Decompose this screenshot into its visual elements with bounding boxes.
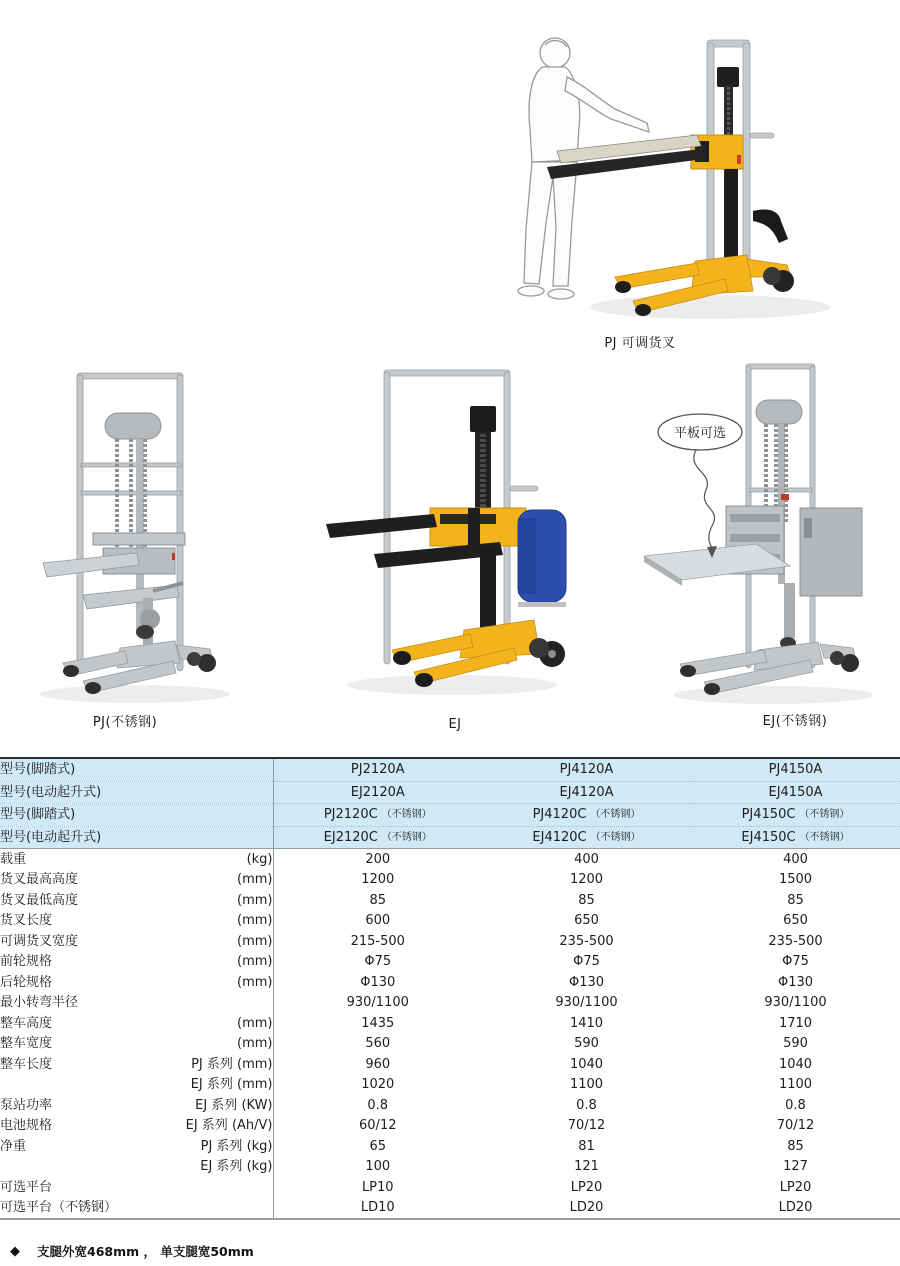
table-row-model — [0, 781, 900, 804]
red-detail — [172, 553, 175, 560]
spec-label: 整车宽度 — [0, 1036, 53, 1052]
spec-value: 0.8 — [691, 1095, 900, 1116]
footnote — [10, 1242, 254, 1260]
spec-value: 100 — [273, 1157, 482, 1178]
model-suffix: （不锈钢） — [799, 809, 850, 821]
spec-value: LD10 — [273, 1198, 482, 1220]
spec-label: 电池规格 — [0, 1118, 53, 1134]
photo-ej — [322, 358, 580, 700]
table-row — [0, 952, 900, 973]
shadow — [673, 686, 873, 704]
front-wheel — [393, 651, 411, 665]
carriage-detail — [468, 508, 480, 546]
control-box-detail — [804, 518, 812, 538]
spec-value: 650 — [482, 911, 691, 932]
spec-value: 1710 — [691, 1013, 900, 1034]
spec-value: 235-500 — [482, 931, 691, 952]
rear-caster — [529, 638, 549, 658]
spec-value: 1200 — [482, 870, 691, 891]
spec-value: 1100 — [482, 1075, 691, 1096]
stacker — [547, 40, 794, 316]
spec-value: 65 — [273, 1136, 482, 1157]
model-value: EJ4120A — [559, 784, 614, 800]
spec-label: 货叉长度 — [0, 913, 53, 929]
model-suffix: （不锈钢） — [590, 831, 641, 843]
shadow — [590, 295, 830, 319]
table-row — [0, 972, 900, 993]
photo-ej-stainless — [638, 358, 893, 708]
model-suffix: （不锈钢） — [590, 809, 641, 821]
front-wheel — [415, 673, 433, 687]
spec-unit: (mm) — [237, 872, 273, 888]
spec-value: LP20 — [691, 1177, 900, 1198]
spec-label: 后轮规格 — [0, 974, 53, 990]
spec-value: 85 — [482, 890, 691, 911]
spec-value: 81 — [482, 1136, 691, 1157]
spec-unit: EJ 系列 (Ah/V) — [185, 1118, 273, 1134]
chain-head — [717, 67, 739, 87]
spec-value: Φ75 — [482, 952, 691, 973]
spec-label: 货叉最高高度 — [0, 872, 79, 888]
spec-unit: (mm) — [237, 892, 273, 908]
spec-value: 85 — [691, 890, 900, 911]
spec-value: LP10 — [273, 1177, 482, 1198]
diamond-bullet-icon: ◆ — [10, 1243, 20, 1259]
shadow — [347, 675, 557, 695]
model-value: EJ2120C — [323, 829, 378, 845]
spec-value: Φ130 — [273, 972, 482, 993]
spec-unit: (mm) — [237, 913, 273, 929]
pump-caster — [136, 625, 154, 639]
model-value: PJ2120A — [350, 762, 405, 778]
lift-drum-cap — [756, 400, 802, 424]
spec-label: 可调货叉宽度 — [0, 933, 79, 949]
spec-label: 型号(脚踏式) — [0, 762, 76, 778]
spec-label: 载重 — [0, 851, 27, 867]
base-legs — [392, 620, 540, 684]
table-row — [0, 1054, 900, 1075]
spec-value: 127 — [691, 1157, 900, 1178]
motor-base-plate — [518, 602, 566, 607]
spec-value: 70/12 — [691, 1116, 900, 1137]
table-row — [0, 993, 900, 1014]
spec-unit: (mm) — [237, 954, 273, 970]
spec-value: 930/1100 — [273, 993, 482, 1014]
wheel-hub — [548, 650, 556, 658]
spec-label: 型号(电动起升式) — [0, 784, 102, 800]
spec-value: 70/12 — [482, 1116, 691, 1137]
spec-value: LD20 — [691, 1198, 900, 1220]
model-value: PJ4120C — [532, 807, 587, 823]
carriage-bar — [93, 533, 185, 545]
model-value: PJ4150C — [741, 807, 796, 823]
spec-value: 0.8 — [482, 1095, 691, 1116]
ej-illustration — [322, 358, 580, 700]
table-row — [0, 1034, 900, 1055]
table-row — [0, 1136, 900, 1157]
table-row — [0, 870, 900, 891]
pump-cylinder — [784, 583, 795, 638]
rear-caster — [830, 651, 844, 665]
spec-label: 型号(电动起升式) — [0, 829, 102, 845]
table-row — [0, 931, 900, 952]
model-value: PJ4150A — [768, 762, 823, 778]
foot-pedal — [753, 209, 788, 243]
table-row-model — [0, 826, 900, 849]
table-row — [0, 1157, 900, 1178]
caption-ej: EJ — [448, 717, 462, 732]
spec-value: LD20 — [482, 1198, 691, 1220]
spec-value: 0.8 — [273, 1095, 482, 1116]
spec-label: 泵站功率 — [0, 1097, 53, 1113]
spec-value: 1200 — [273, 870, 482, 891]
spec-value: 1020 — [273, 1075, 482, 1096]
spec-unit: (mm) — [237, 1036, 273, 1052]
spec-unit: EJ 系列 (kg) — [200, 1159, 273, 1175]
spec-value: 960 — [273, 1054, 482, 1075]
spec-value: 200 — [273, 849, 482, 870]
spec-value: LP20 — [482, 1177, 691, 1198]
spec-value: 560 — [273, 1034, 482, 1055]
spec-value: 600 — [273, 911, 482, 932]
model-suffix: （不锈钢） — [799, 831, 850, 843]
spec-value: 1100 — [691, 1075, 900, 1096]
table-row — [0, 1075, 900, 1096]
pj-adjustable-fork-illustration — [495, 15, 840, 330]
spec-value: Φ75 — [273, 952, 482, 973]
model-value: EJ4150C — [741, 829, 796, 845]
model-value: PJ4120A — [559, 762, 614, 778]
front-wheel — [680, 665, 696, 677]
spec-value: 1435 — [273, 1013, 482, 1034]
table-row — [0, 890, 900, 911]
table-row-model — [0, 804, 900, 827]
table-row — [0, 1177, 900, 1198]
front-wheel — [63, 665, 79, 677]
spec-value: 235-500 — [691, 931, 900, 952]
spec-label: 前轮规格 — [0, 954, 53, 970]
rear-caster — [763, 267, 781, 285]
upper-fork — [326, 514, 437, 538]
pump-column — [480, 546, 496, 638]
spec-unit: EJ 系列 (KW) — [195, 1097, 273, 1113]
spec-unit: (mm) — [237, 1015, 273, 1031]
spec-label: 可选平台（不锈钢） — [0, 1200, 118, 1216]
spec-label: 最小转弯半径 — [0, 995, 79, 1011]
spec-value: Φ130 — [482, 972, 691, 993]
table-row-model — [0, 758, 900, 781]
spec-value: Φ75 — [691, 952, 900, 973]
spec-label: 整车长度 — [0, 1056, 53, 1072]
model-value: EJ4150A — [768, 784, 823, 800]
table-row — [0, 1013, 900, 1034]
table-row — [0, 1116, 900, 1137]
front-wheel — [615, 281, 631, 293]
spec-unit: (mm) — [237, 933, 273, 949]
spec-value: 1500 — [691, 870, 900, 891]
motor-housing-shade — [518, 518, 536, 594]
spec-value: 590 — [691, 1034, 900, 1055]
spec-label: 型号(脚踏式) — [0, 807, 76, 823]
spec-value: 60/12 — [273, 1116, 482, 1137]
spec-value: 930/1100 — [482, 993, 691, 1014]
front-wheel — [635, 304, 651, 316]
front-wheel — [704, 683, 720, 695]
photo-pj-stainless — [25, 363, 240, 708]
model-value: PJ2120C — [323, 807, 378, 823]
callout-squiggle — [694, 450, 715, 548]
spec-unit: PJ 系列 (kg) — [200, 1138, 273, 1154]
hydraulic-cylinder — [725, 169, 738, 261]
lift-drum-cap — [105, 413, 161, 439]
spec-label: 净重 — [0, 1138, 27, 1154]
shadow — [40, 685, 230, 703]
callout-text: 平板可选 — [673, 426, 727, 441]
spec-value: 1040 — [691, 1054, 900, 1075]
spec-value: 930/1100 — [691, 993, 900, 1014]
table-row — [0, 911, 900, 932]
caption-pj-stainless: PJ(不锈钢) — [92, 715, 158, 730]
footnote-text: 支腿外宽468mm ， 单支腿宽50mm — [37, 1244, 254, 1259]
model-suffix: （不锈钢） — [381, 809, 432, 821]
spec-value: 1040 — [482, 1054, 691, 1075]
spec-value: 215-500 — [273, 931, 482, 952]
spec-value: 590 — [482, 1034, 691, 1055]
spec-value: 1410 — [482, 1013, 691, 1034]
table-row — [0, 849, 900, 870]
model-suffix: （不锈钢） — [381, 831, 432, 843]
spec-value: 85 — [691, 1136, 900, 1157]
table-row — [0, 1198, 900, 1220]
spec-label: 可选平台 — [0, 1179, 53, 1195]
spec-value: 121 — [482, 1157, 691, 1178]
spec-value: 400 — [482, 849, 691, 870]
caption-ej-stainless: EJ(不锈钢) — [762, 714, 828, 729]
model-value: EJ2120A — [350, 784, 405, 800]
spec-label: 货叉最低高度 — [0, 892, 79, 908]
red-detail — [737, 155, 741, 164]
caption-pj-adjustable: PJ 可调货叉 — [604, 336, 676, 351]
spec-value: 400 — [691, 849, 900, 870]
front-wheel — [85, 682, 101, 694]
chain-head — [470, 406, 496, 432]
rear-caster — [187, 652, 201, 666]
pj-stainless-illustration — [25, 363, 240, 708]
spec-unit: EJ 系列 (mm) — [190, 1077, 273, 1093]
spec-unit: (mm) — [237, 974, 273, 990]
spec-unit: PJ 系列 (mm) — [191, 1056, 273, 1072]
red-button — [781, 494, 789, 500]
photo-pj-adjustable-fork — [495, 15, 840, 330]
model-value: EJ4120C — [532, 829, 587, 845]
rear-caster — [198, 654, 216, 672]
spec-unit: (kg) — [246, 851, 273, 867]
table-row — [0, 1095, 900, 1116]
ej-stainless-illustration — [638, 358, 893, 708]
spec-value: 650 — [691, 911, 900, 932]
spec-table — [0, 757, 900, 1220]
spec-value: Φ130 — [691, 972, 900, 993]
spec-label: 整车高度 — [0, 1015, 53, 1031]
spec-value: 85 — [273, 890, 482, 911]
